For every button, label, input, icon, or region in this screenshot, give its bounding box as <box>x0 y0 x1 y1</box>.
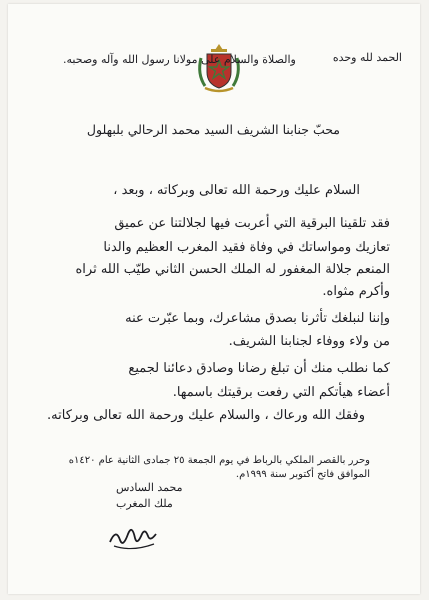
dateline-gregorian: الموافق فاتح أكتوبر سنة ١٩٩٩م. <box>235 469 370 480</box>
letterhead-blessing-line2: رسول الله وآله وصحبه. <box>63 53 170 66</box>
paragraph3-line: كما نطلب منك أن تبلغ رضانا وصادق دعائنا لجميع <box>128 361 390 376</box>
addressee-line: محبّ جنابنا الشريف السيد محمد الرحالي بلبهلول <box>86 122 340 137</box>
signatory-name: محمد السادس <box>116 481 183 494</box>
letterhead-blessing <box>63 54 296 65</box>
handwritten-signature-icon <box>104 516 164 556</box>
closing-line: وفقك الله ورعاك ، والسلام عليك ورحمة الله تعالى وبركاته. <box>47 408 365 423</box>
greeting-line: السلام عليك ورحمة الله تعالى وبركاته ، وبعد ، <box>113 183 360 198</box>
paragraph3-line: أعضاء هيأتكم التي رفعت برقيتك باسمها. <box>172 385 390 400</box>
letter-page <box>8 4 420 594</box>
signatory-title: ملك المغرب <box>116 497 173 510</box>
paragraph1-line: فقد تلقينا البرقية التي أعربت فيها لجلالتنا عن عميق <box>114 216 390 231</box>
paragraph2-line: وإننا لنبلغك تأثرنا بصدق مشاعرك، وبما عبّرت عنه <box>125 311 390 326</box>
signature-block <box>116 482 183 509</box>
letterhead-blessing-line1: والصلاة والسلام على مولانا <box>173 53 296 66</box>
paragraph1-line: تعازيك ومواساتك في وفاة فقيد المغرب العظيم والدنا <box>103 240 390 255</box>
dateline-place-date: وحرر بالقصر الملكي بالرباط في يوم الجمعة ٢٥ جمادى الثانية عام ١٤٢٠ه <box>68 455 370 466</box>
paragraph1-line: وأكرم مثواه. <box>322 284 390 299</box>
letterhead-invocation: الحمد لله وحده <box>332 51 402 64</box>
royal-coat-of-arms-icon <box>193 40 245 96</box>
paragraph1-line: المنعم جلالة المغفور له الملك الحسن الثاني طيّب الله ثراه <box>75 262 390 277</box>
paragraph2-line: من ولاء ووفاء لجنابنا الشريف. <box>228 334 390 349</box>
